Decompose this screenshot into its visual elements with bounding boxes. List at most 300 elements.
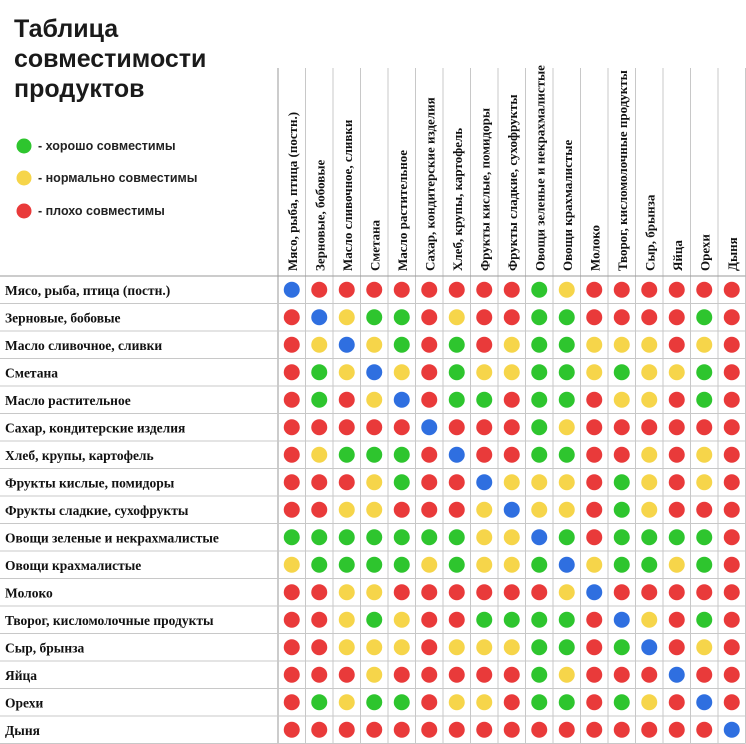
compatibility-dot [339,392,355,408]
compatibility-dot [449,502,465,518]
compatibility-dot [366,639,382,655]
compatibility-dot [504,364,520,380]
compatibility-dot [366,337,382,353]
compatibility-dot [669,612,685,628]
compatibility-dot [311,529,327,545]
compatibility-dot [669,722,685,738]
compatibility-dot [394,722,410,738]
compatibility-dot [476,557,492,573]
compatibility-dot [339,282,355,298]
compatibility-dot [421,722,437,738]
compatibility-dot [421,392,437,408]
legend-label-good: - хорошо совместимы [38,139,176,153]
compatibility-dot [504,309,520,325]
compatibility-dot [284,584,300,600]
compatibility-dot [284,639,300,655]
compatibility-dot [284,722,300,738]
compatibility-dot [531,529,547,545]
compatibility-dot [449,667,465,683]
compatibility-dot [641,502,657,518]
compatibility-dot [504,502,520,518]
compatibility-dot [696,309,712,325]
compatibility-dot [559,364,575,380]
compatibility-dot [421,639,437,655]
compatibility-dot [339,694,355,710]
compatibility-dot [614,282,630,298]
compatibility-dot [696,694,712,710]
compatibility-dot [724,529,740,545]
compatibility-dot [531,392,547,408]
compatibility-dot [586,309,602,325]
compatibility-dot [476,502,492,518]
column-header-label: Фрукты кислые, помидоры [477,107,493,271]
compatibility-dot [339,667,355,683]
row-header-label: Сметана [5,365,59,381]
column-headers [285,65,740,271]
column-header-label: Хлеб, крупы, картофель [449,127,465,271]
compatibility-dot [284,502,300,518]
compatibility-dot [641,447,657,463]
row-header-label: Овощи зеленые и некрахмалистые [5,530,219,546]
compatibility-dot [586,557,602,573]
compatibility-dot [421,612,437,628]
compatibility-dot [724,557,740,573]
compatibility-dot [696,639,712,655]
compatibility-dot [366,447,382,463]
compatibility-dot [614,529,630,545]
compatibility-dot [724,694,740,710]
row-header-label: Яйца [5,667,38,683]
legend [17,139,198,219]
compatibility-dot [586,364,602,380]
compatibility-dot [284,667,300,683]
compatibility-dot [366,529,382,545]
compatibility-dot [311,502,327,518]
compatibility-dot [311,282,327,298]
column-header-label: Масло сливочное, сливки [339,119,355,271]
row-header-label: Молоко [5,585,53,601]
compatibility-dot [366,694,382,710]
compatibility-dot [476,639,492,655]
compatibility-dot [339,612,355,628]
title-line-1: Таблица [14,15,119,43]
row-header-label: Хлеб, крупы, картофель [5,447,154,463]
compatibility-dot [449,392,465,408]
compatibility-dot [724,722,740,738]
compatibility-dot [559,529,575,545]
compatibility-dot [669,557,685,573]
compatibility-dot [339,639,355,655]
compatibility-dot [476,667,492,683]
compatibility-dot [696,282,712,298]
compatibility-dot [586,667,602,683]
compatibility-dot [531,639,547,655]
compatibility-dot [614,502,630,518]
compatibility-dot [559,282,575,298]
compatibility-cells [284,282,740,738]
compatibility-dot [696,447,712,463]
compatibility-dot [449,419,465,435]
compatibility-dot [669,419,685,435]
compatibility-dot [284,337,300,353]
compatibility-dot [421,474,437,490]
compatibility-dot [669,639,685,655]
compatibility-dot [669,282,685,298]
compatibility-dot [284,392,300,408]
compatibility-dot [284,447,300,463]
column-header-label: Мясо, рыба, птица (постн.) [284,111,300,271]
compatibility-dot [394,639,410,655]
compatibility-dot [504,612,520,628]
compatibility-dot [641,364,657,380]
compatibility-dot [421,309,437,325]
column-header-label: Молоко [587,224,603,271]
compatibility-dot [559,392,575,408]
compatibility-dot [724,282,740,298]
compatibility-dot [724,667,740,683]
compatibility-dot [476,419,492,435]
row-header-label: Орехи [5,695,44,711]
compatibility-dot [394,667,410,683]
compatibility-dot [641,722,657,738]
compatibility-dot [311,474,327,490]
compatibility-dot [614,309,630,325]
column-header-label: Масло растительное [394,149,410,271]
compatibility-dot [586,447,602,463]
compatibility-dot [339,474,355,490]
compatibility-dot [724,474,740,490]
compatibility-dot [339,584,355,600]
compatibility-dot [449,722,465,738]
compatibility-dot [614,474,630,490]
compatibility-dot [311,694,327,710]
compatibility-dot [366,584,382,600]
compatibility-dot [641,557,657,573]
compatibility-dot [421,419,437,435]
compatibility-dot [696,419,712,435]
legend-label-normal: - нормально совместимы [38,171,198,185]
compatibility-dot [641,337,657,353]
compatibility-dot [504,557,520,573]
compatibility-dot [586,722,602,738]
compatibility-dot [724,309,740,325]
legend-dot-normal [17,171,32,186]
compatibility-dot [311,612,327,628]
compatibility-dot [311,337,327,353]
compatibility-dot [366,557,382,573]
compatibility-dot [311,419,327,435]
compatibility-dot [641,282,657,298]
compatibility-dot [394,364,410,380]
legend-dot-good [17,139,32,154]
compatibility-dot [394,529,410,545]
compatibility-dot [311,364,327,380]
compatibility-dot [641,694,657,710]
compatibility-dot [724,639,740,655]
compatibility-dot [724,447,740,463]
compatibility-dot [559,557,575,573]
compatibility-dot [614,639,630,655]
compatibility-dot [421,694,437,710]
compatibility-dot [449,557,465,573]
compatibility-dot [339,722,355,738]
compatibility-dot [449,282,465,298]
compatibility-dot [366,667,382,683]
compatibility-dot [394,584,410,600]
compatibility-dot [586,502,602,518]
compatibility-dot [476,364,492,380]
compatibility-dot [449,309,465,325]
compatibility-dot [586,474,602,490]
compatibility-dot [504,419,520,435]
compatibility-dot [449,529,465,545]
compatibility-dot [641,474,657,490]
compatibility-dot [504,722,520,738]
compatibility-dot [476,392,492,408]
compatibility-dot [366,722,382,738]
column-header-label: Зерновые, бобовые [312,159,328,271]
compatibility-dot [284,612,300,628]
compatibility-dot [559,694,575,710]
compatibility-dot [394,309,410,325]
compatibility-dot [614,337,630,353]
compatibility-dot [641,309,657,325]
compatibility-dot [311,447,327,463]
compatibility-dot [614,364,630,380]
compatibility-dot [394,282,410,298]
compatibility-dot [284,309,300,325]
compatibility-dot [586,694,602,710]
compatibility-dot [394,502,410,518]
compatibility-dot [641,419,657,435]
compatibility-dot [504,474,520,490]
compatibility-dot [476,612,492,628]
compatibility-dot [421,447,437,463]
compatibility-dot [531,584,547,600]
compatibility-dot [504,667,520,683]
compatibility-dot [531,337,547,353]
row-header-label: Овощи крахмалистые [5,557,142,573]
compatibility-dot [394,557,410,573]
compatibility-dot [531,447,547,463]
compatibility-dot [586,282,602,298]
compatibility-dot [394,612,410,628]
compatibility-dot [531,309,547,325]
compatibility-dot [696,557,712,573]
compatibility-dot [559,419,575,435]
compatibility-dot [476,282,492,298]
compatibility-dot [669,474,685,490]
compatibility-dot [449,474,465,490]
compatibility-dot [559,722,575,738]
compatibility-dot [669,309,685,325]
compatibility-dot [559,474,575,490]
row-header-label: Зерновые, бобовые [5,310,121,326]
column-header-label: Орехи [697,234,713,271]
compatibility-dot [614,694,630,710]
compatibility-dot [586,584,602,600]
compatibility-dot [641,584,657,600]
compatibility-dot [531,419,547,435]
compatibility-dot [724,337,740,353]
column-header-label: Творог, кисломолочные продукты [614,70,630,271]
compatibility-dot [284,282,300,298]
compatibility-dot [339,557,355,573]
compatibility-dot [559,309,575,325]
compatibility-dot [311,557,327,573]
row-header-label: Сыр, брынза [5,640,85,656]
compatibility-dot [696,474,712,490]
compatibility-dot [531,722,547,738]
compatibility-dot [504,392,520,408]
compatibility-dot [421,282,437,298]
compatibility-dot [614,419,630,435]
compatibility-dot [586,419,602,435]
compatibility-dot [476,694,492,710]
compatibility-dot [559,584,575,600]
compatibility-dot [366,612,382,628]
compatibility-dot [696,584,712,600]
column-header-label: Сахар, кондитерские изделия [422,97,438,271]
legend-dot-bad [17,204,32,219]
compatibility-dot [641,392,657,408]
compatibility-dot [531,474,547,490]
compatibility-dot [394,337,410,353]
compatibility-dot [504,584,520,600]
compatibility-dot [311,584,327,600]
compatibility-dot [421,584,437,600]
compatibility-dot [531,502,547,518]
compatibility-dot [366,502,382,518]
compatibility-dot [504,447,520,463]
row-header-label: Мясо, рыба, птица (постн.) [5,282,171,298]
column-header-label: Овощи крахмалистые [559,139,575,271]
compatibility-dot [696,392,712,408]
compatibility-dot [311,639,327,655]
compatibility-dot [669,667,685,683]
compatibility-dot [449,612,465,628]
compatibility-dot [724,392,740,408]
compatibility-dot [366,392,382,408]
compatibility-dot [586,529,602,545]
compatibility-dot [421,502,437,518]
compatibility-dot [284,557,300,573]
chart-title [14,15,206,103]
compatibility-dot [559,337,575,353]
compatibility-dot [366,364,382,380]
compatibility-dot [394,474,410,490]
legend-label-bad: - плохо совместимы [38,204,165,218]
compatibility-dot [669,694,685,710]
compatibility-dot [476,722,492,738]
compatibility-dot [504,282,520,298]
compatibility-dot [614,612,630,628]
compatibility-dot [394,447,410,463]
compatibility-dot [339,337,355,353]
compatibility-dot [421,667,437,683]
compatibility-dot [696,364,712,380]
compatibility-dot [696,667,712,683]
compatibility-dot [696,529,712,545]
compatibility-dot [559,447,575,463]
compatibility-dot [669,584,685,600]
compatibility-dot [476,309,492,325]
column-header-label: Яйца [669,240,685,271]
compatibility-dot [531,694,547,710]
compatibility-dot [559,502,575,518]
row-header-label: Масло сливочное, сливки [5,337,163,353]
compatibility-dot [641,612,657,628]
compatibility-dot [614,557,630,573]
compatibility-dot [559,667,575,683]
compatibility-dot [669,529,685,545]
compatibility-dot [586,612,602,628]
compatibility-dot [696,612,712,628]
row-headers [5,283,219,738]
compatibility-dot [449,337,465,353]
compatibility-dot [476,474,492,490]
compatibility-dot [724,502,740,518]
row-header-label: Сахар, кондитерские изделия [5,420,186,436]
compatibility-dot [311,309,327,325]
compatibility-dot [449,639,465,655]
compatibility-dot [669,447,685,463]
compatibility-dot [284,474,300,490]
compatibility-dot [531,612,547,628]
compatibility-dot [696,722,712,738]
compatibility-dot [476,337,492,353]
compatibility-dot [641,667,657,683]
compatibility-dot [339,419,355,435]
compatibility-dot [339,364,355,380]
compatibility-dot [531,557,547,573]
compatibility-dot [641,639,657,655]
compatibility-dot [449,584,465,600]
compatibility-dot [421,364,437,380]
compatibility-dot [284,529,300,545]
compatibility-dot [476,584,492,600]
compatibility-dot [449,447,465,463]
row-header-label: Масло растительное [5,392,131,408]
compatibility-dot [339,529,355,545]
compatibility-dot [284,419,300,435]
compatibility-dot [339,502,355,518]
compatibility-dot [449,694,465,710]
compatibility-dot [394,694,410,710]
compatibility-dot [366,309,382,325]
compatibility-dot [504,639,520,655]
compatibility-dot [586,337,602,353]
compatibility-dot [311,722,327,738]
column-header-label: Фрукты сладкие, сухофрукты [504,94,520,271]
compatibility-dot [504,529,520,545]
compatibility-dot [559,639,575,655]
row-header-label: Фрукты сладкие, сухофрукты [5,502,189,518]
title-line-2: совместимости [14,45,207,73]
compatibility-dot [641,529,657,545]
column-header-label: Сыр, брынза [642,194,658,271]
compatibility-dot [339,447,355,463]
compatibility-dot [531,364,547,380]
compatibility-dot [284,694,300,710]
compatibility-dot [724,612,740,628]
compatibility-dot [724,364,740,380]
compatibility-dot [614,667,630,683]
compatibility-dot [311,392,327,408]
compatibility-dot [531,667,547,683]
compatibility-dot [669,502,685,518]
compatibility-dot [586,639,602,655]
